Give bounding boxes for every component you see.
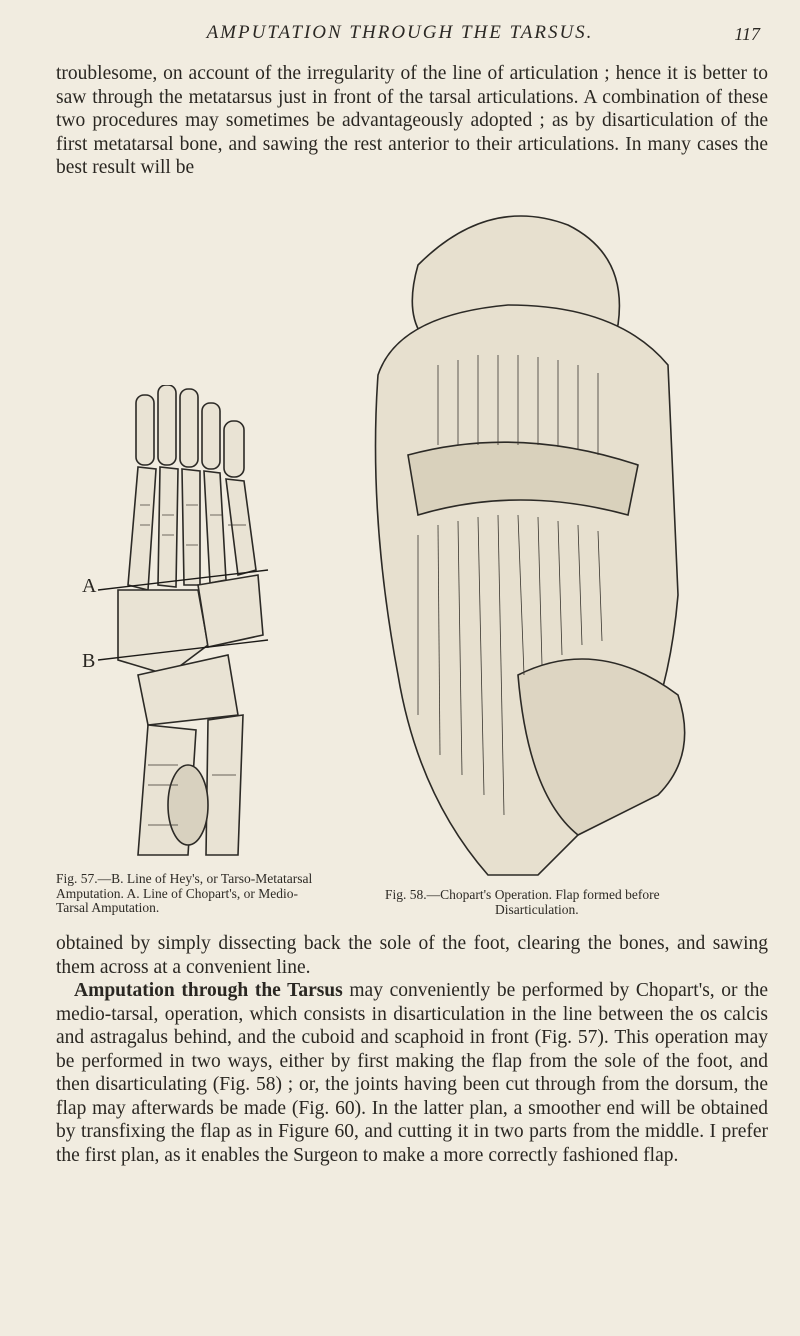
paragraph-bottom-lead: obtained by simply dissecting back the sole of the foot, clearing the bones, and sawing them across at a convenient line.: [56, 933, 768, 978]
figure-57-label-b: B: [82, 650, 96, 672]
running-title: AMPUTATION THROUGH THE TARSUS.: [206, 22, 594, 43]
figure-57-label-a: A: [82, 575, 97, 597]
figure-57-caption: Fig. 57.—B. Line of Hey's, or Tarso-Metatarsal Amputation. A. Line of Chopart's, or Medio-Tarsal Amputation.: [56, 871, 313, 915]
section-heading: Amputation through the Tarsus: [74, 980, 343, 1001]
page-number: 117: [734, 24, 760, 44]
figure-57-foot-skeleton: [78, 385, 284, 875]
paragraph-top: troublesome, on account of the irregularity of the line of articulation ; hence it is better to saw through the metatarsus just in front of the tarsal articulations. A combination of these two procedures may sometimes be advantageously adopted ; as by disarticulation of the first metatarsal bone, and sawing the rest anterior to their articulations. In many cases the best result will be: [56, 63, 768, 178]
figure-58-caption: [385, 888, 785, 917]
paragraph-bottom: [56, 932, 768, 1167]
figure-58-caption-line2: Disarticulation.: [495, 901, 579, 917]
figure-58-caption-line1: Fig. 58.—Chopart's Operation. Flap formed before: [385, 887, 660, 902]
figure-58-chopart-operation: [338, 195, 698, 895]
paragraph-bottom-body: may conveniently be performed by Chopart's, or the medio-tarsal, operation, which consists in disarticulation in the line between the os calcis and astragalus behind, and the cuboid and scaphoid in front (Fig. 57). This operation may be performed in two ways, either by first making the flap from the sole of the foot, and then disarticulating (Fig. 58) ; or, the joints having been cut through from the dorsum, the flap may afterwards be made (Fig. 60). In the latter plan, a smoother end will be obtained by transfixing the flap as in Figure 60, and cutting it in two parts from the middle. I prefer the first plan, as it enables the Surgeon to make a more correctly fashioned flap.: [56, 980, 768, 1166]
